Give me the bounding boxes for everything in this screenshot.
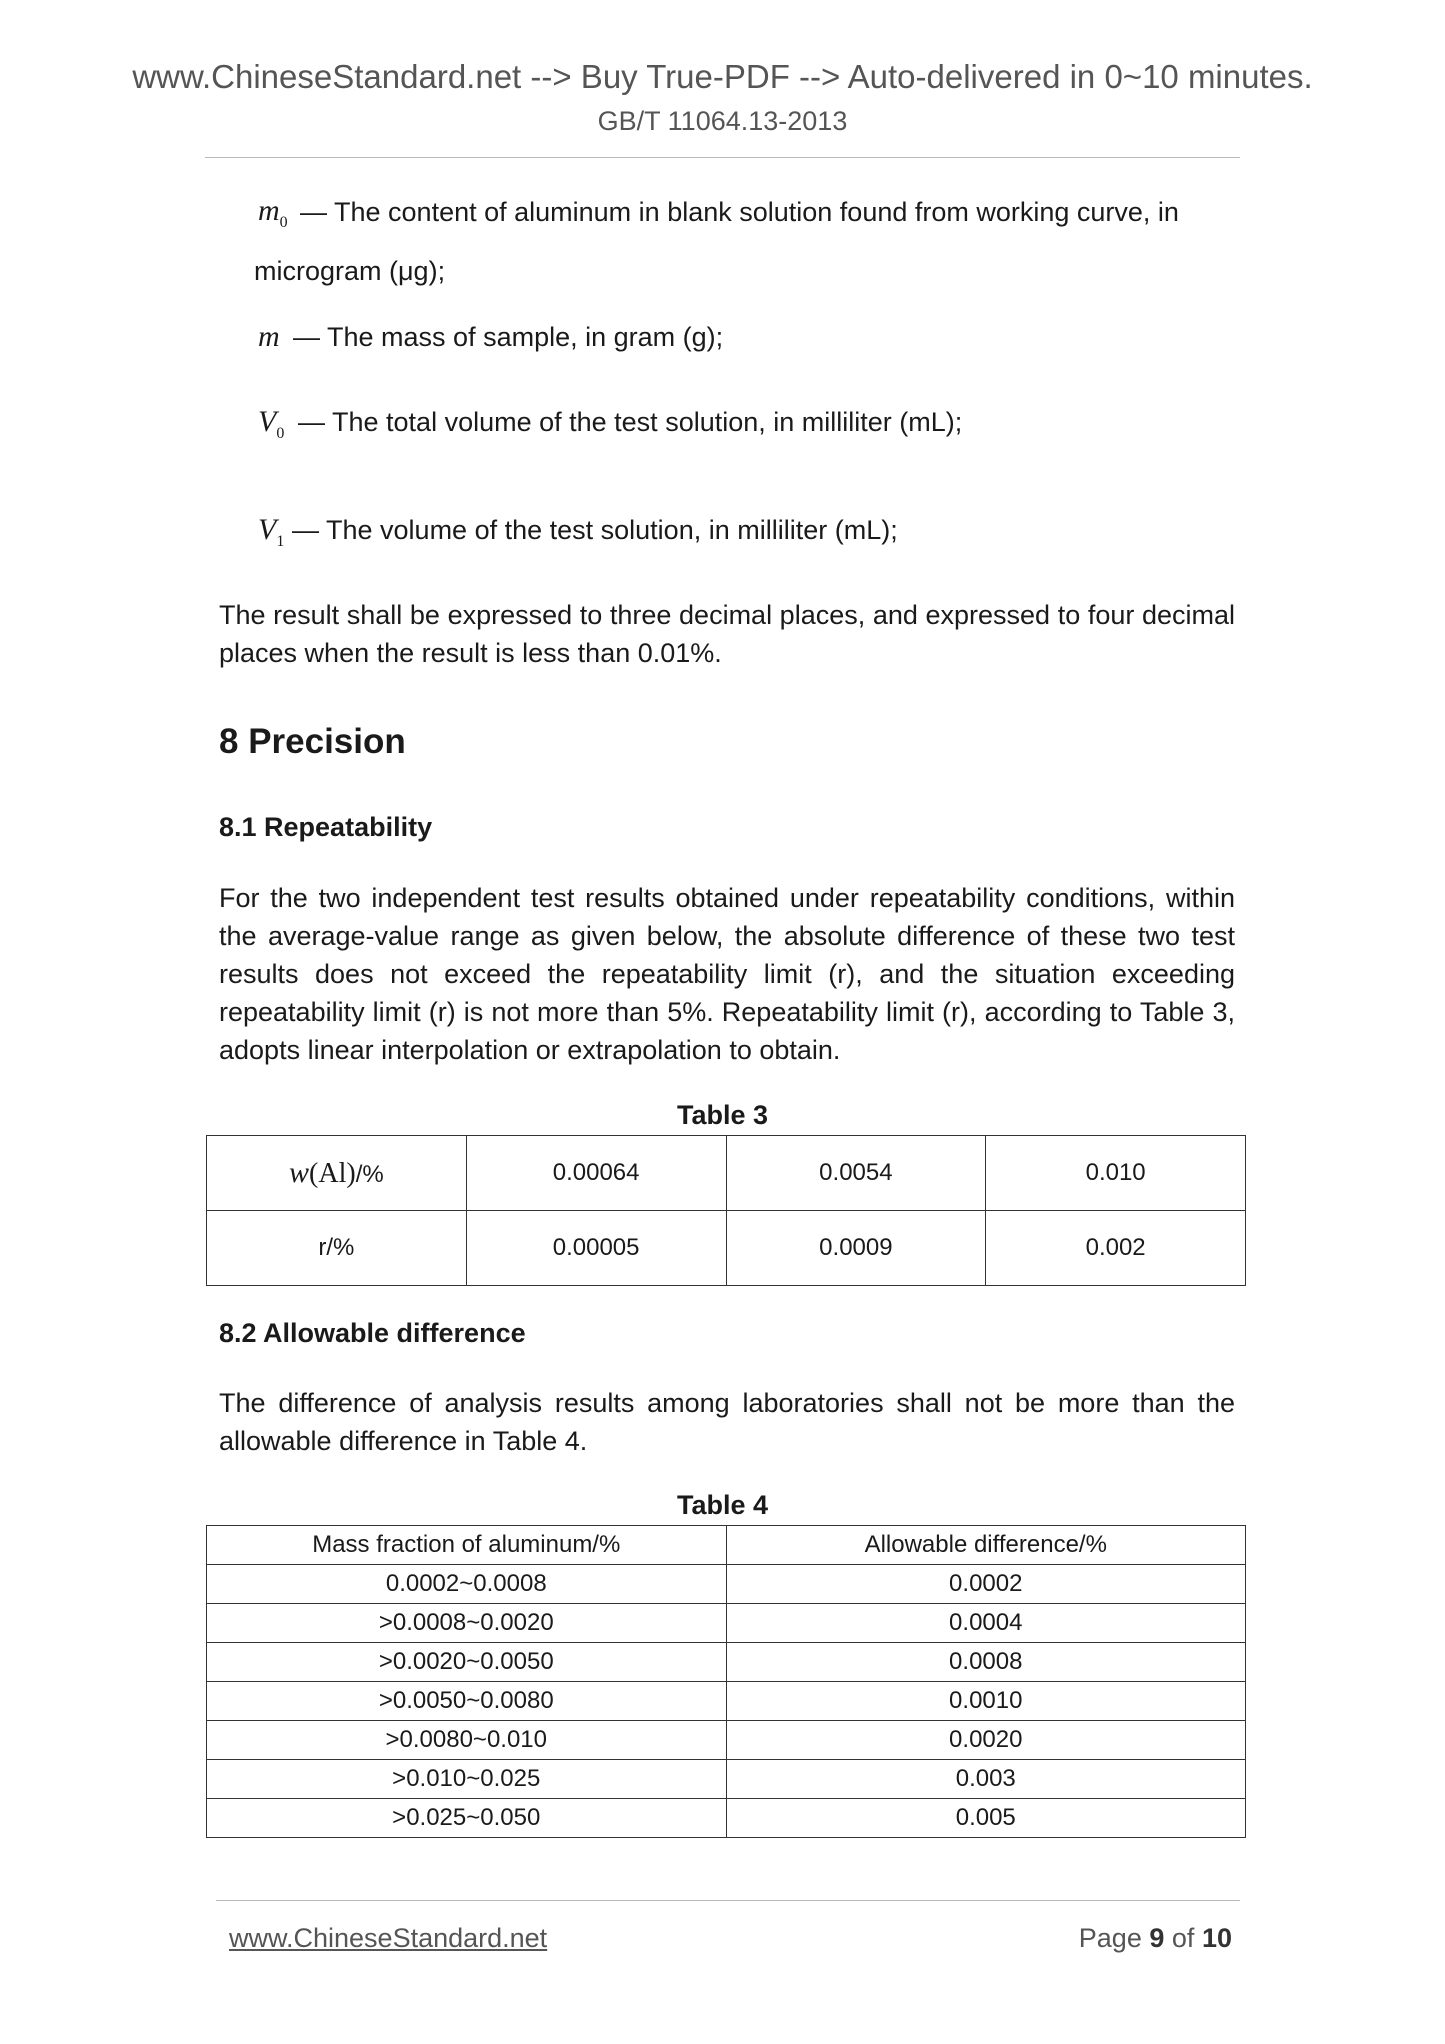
table3-row-label-r: r/% <box>207 1211 467 1286</box>
subsection-heading-allowable: 8.2 Allowable difference <box>219 1318 526 1348</box>
table4-cell: >0.0050~0.0080 <box>207 1682 727 1721</box>
table4-cell: 0.0010 <box>726 1682 1245 1721</box>
def-m-text: — The mass of sample, in gram (g); <box>293 322 724 352</box>
table3-cell: 0.002 <box>986 1211 1246 1286</box>
table-row <box>207 1760 1246 1799</box>
table-row <box>207 1721 1246 1760</box>
footer-site-link[interactable]: www.ChineseStandard.net <box>229 1923 548 1953</box>
table-row <box>207 1565 1246 1604</box>
table4 <box>206 1525 1246 1838</box>
def-v0-symbol: $V_0$ <box>258 405 285 442</box>
table4-cell: 0.0020 <box>726 1721 1245 1760</box>
def-v0-text: — The total volume of the test solution, in milliliter (mL); <box>298 407 963 437</box>
table4-cell: 0.0002 <box>726 1565 1245 1604</box>
def-m-symbol: m <box>258 320 280 353</box>
table4-cell: 0.005 <box>726 1799 1245 1838</box>
table-header-row <box>207 1526 1246 1565</box>
table3-cell: 0.0009 <box>726 1211 986 1286</box>
table4-cell: >0.025~0.050 <box>207 1799 727 1838</box>
table4-cell: >0.0020~0.0050 <box>207 1643 727 1682</box>
table-row <box>207 1136 1246 1211</box>
table-row <box>207 1604 1246 1643</box>
table4-header: Allowable difference/% <box>726 1526 1245 1565</box>
result-note: The result shall be expressed to three decimal places, and expressed to four decimal places when the result is less than 0.01%. <box>219 600 1235 668</box>
def-v1-text: — The volume of the test solution, in milliliter (mL); <box>292 515 898 545</box>
table-row <box>207 1682 1246 1721</box>
table4-cell: >0.0080~0.010 <box>207 1721 727 1760</box>
table-row <box>207 1211 1246 1286</box>
def-v1-symbol: $V_1$ <box>258 513 285 550</box>
table3 <box>206 1135 1246 1286</box>
def-m0-symbol: $m_0$ <box>258 194 288 231</box>
subsection-heading-repeatability: 8.1 Repeatability <box>219 812 433 842</box>
table-row <box>207 1799 1246 1838</box>
table3-cell: 0.00064 <box>466 1136 726 1211</box>
repeatability-paragraph: For the two independent test results obtained under repeatability conditions, within the average-value range as given below, the absolute difference of these two test results does not exceed the repeatability limit (r), and the situation exceeding repeatability limit (r) is not more than 5%. Repeatability limit (r), according to Table 3, adopts linear interpolation or extrapolation to obtain. <box>219 883 1235 1065</box>
table3-cell: 0.0054 <box>726 1136 986 1211</box>
section-heading: 8 Precision <box>219 722 406 761</box>
page-indicator: Page 9 of 10 <box>1078 1923 1232 1953</box>
def-m0-text-cont: microgram (μg); <box>254 256 446 286</box>
table3-cell: 0.010 <box>986 1136 1246 1211</box>
table4-caption: Table 4 <box>676 1490 769 1520</box>
table3-cell: 0.00005 <box>466 1211 726 1286</box>
table4-cell: >0.010~0.025 <box>207 1760 727 1799</box>
table3-caption: Table 3 <box>676 1100 769 1130</box>
table4-cell: 0.0002~0.0008 <box>207 1565 727 1604</box>
def-m0-text: — The content of aluminum in blank solution found from working curve, in <box>300 197 1179 227</box>
standard-number: GB/T 11064.13-2013 <box>597 106 848 136</box>
footer-divider <box>216 1900 1240 1901</box>
allowable-paragraph: The difference of analysis results among laboratories shall not be more than the allowable difference in Table 4. <box>219 1388 1235 1456</box>
table4-cell: 0.0008 <box>726 1643 1245 1682</box>
table3-row-label-w: w(Al)/% <box>207 1136 467 1211</box>
table4-cell: 0.0004 <box>726 1604 1245 1643</box>
header-banner: www.ChineseStandard.net --> Buy True-PDF --> Auto-delivered in 0~10 minutes. <box>132 58 1313 95</box>
table4-header: Mass fraction of aluminum/% <box>207 1526 727 1565</box>
table4-cell: 0.003 <box>726 1760 1245 1799</box>
table-row <box>207 1643 1246 1682</box>
header-divider <box>205 157 1240 158</box>
table4-cell: >0.0008~0.0020 <box>207 1604 727 1643</box>
